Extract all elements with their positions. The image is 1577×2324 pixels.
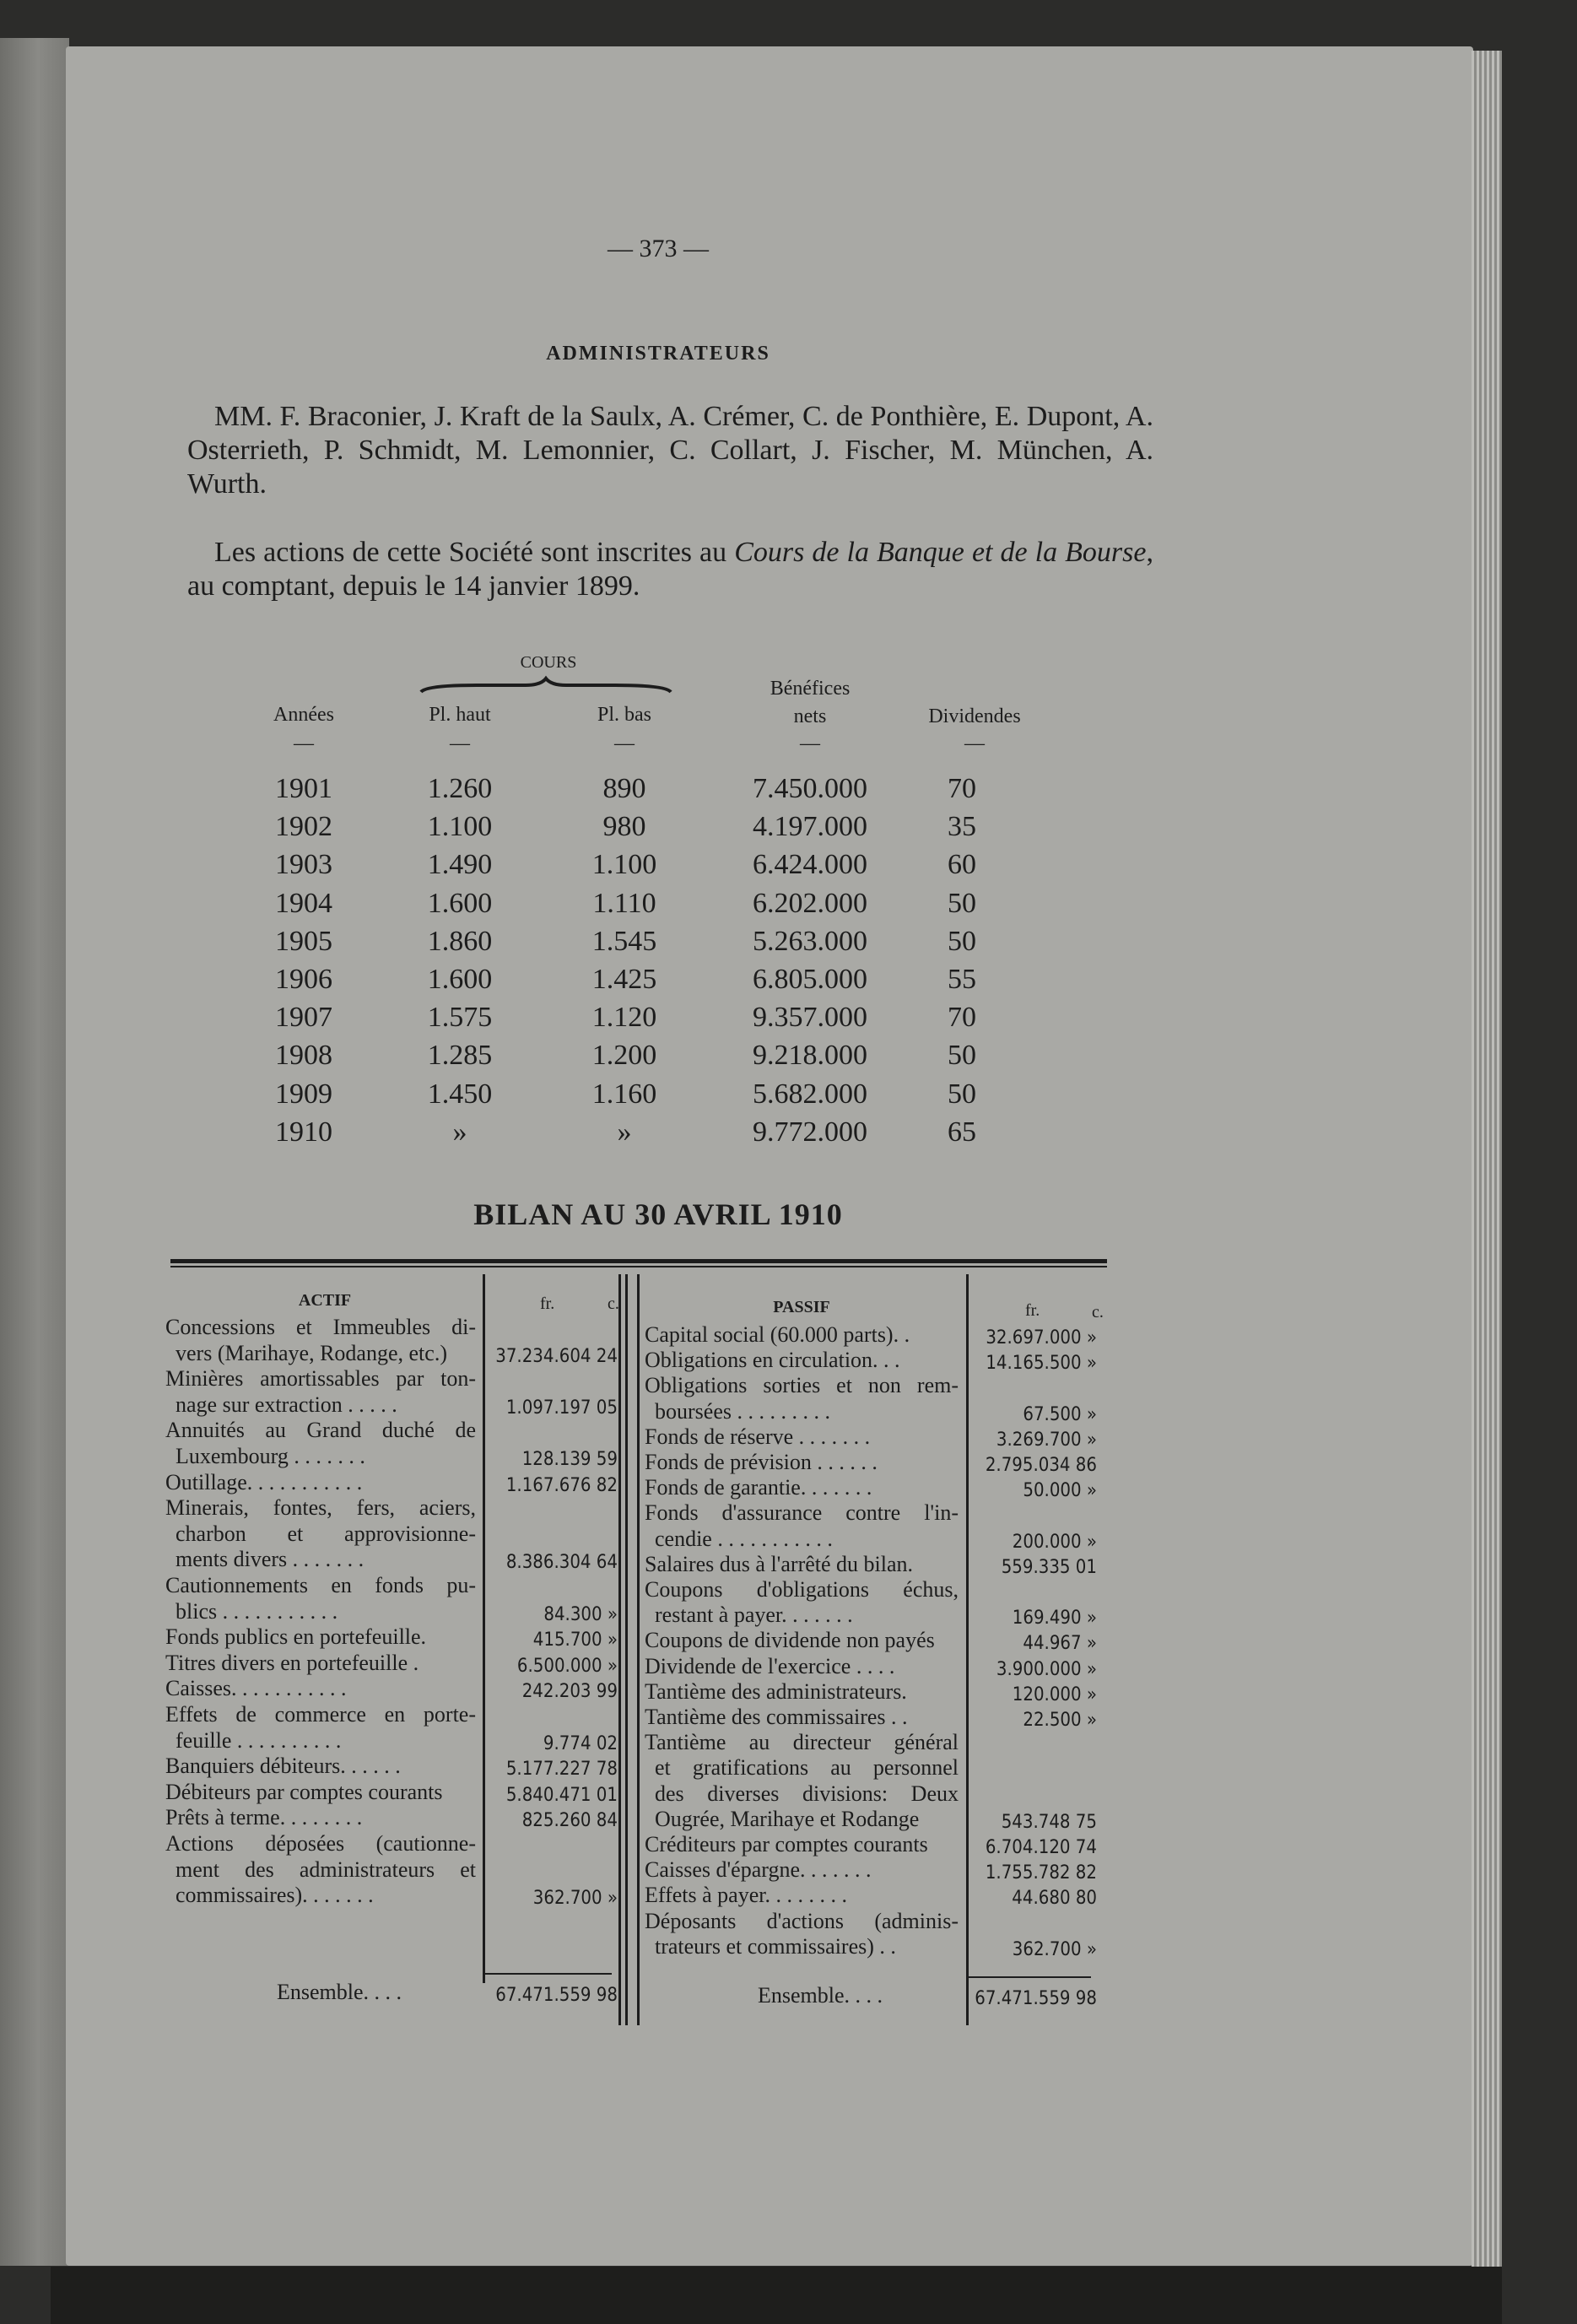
history-cell-year: 1910 bbox=[275, 1116, 332, 1148]
entry-amount: 200.000 » bbox=[1012, 1531, 1097, 1553]
listing-title: Cours de la Banque et de la Bourse bbox=[734, 537, 1147, 568]
entry-label-line: charbon et approvisionne- bbox=[176, 1521, 476, 1546]
header-dividends: Dividendes bbox=[928, 705, 1021, 727]
entry-amount: 44.680 80 bbox=[1012, 1888, 1097, 1910]
passif-total-label: Ensemble. . . . bbox=[758, 1983, 883, 2008]
entry-label-line: Capital social (60.000 parts). . bbox=[645, 1322, 910, 1347]
entry-amount: 9.774 02 bbox=[543, 1732, 618, 1754]
entry-label-line: nage sur extraction . . . . . bbox=[176, 1392, 397, 1417]
entry-label-line: Caisses. . . . . . . . . . . bbox=[165, 1676, 347, 1701]
entry-label-line: Effets à payer. . . . . . . . bbox=[645, 1883, 847, 1908]
history-cell-high: 1.260 bbox=[427, 773, 493, 804]
administrators-names: MM. F. Braconier, J. Kraft de la Saulx, A. Crémer, C. de Ponthière, E. Dupont, A. Osterrieth, P. Schmidt, M. Lemonnier, C. Collart, J. Fischer, M. München, A. Wurth. bbox=[187, 401, 1153, 500]
actif-currency-c: c. bbox=[608, 1294, 619, 1313]
entry-label-line: feuille . . . . . . . . . . bbox=[176, 1727, 342, 1753]
entry-label-line: Fonds d'assurance contre l'in- bbox=[645, 1500, 959, 1526]
entry-label-line: Minerais, fontes, fers, aciers, bbox=[165, 1495, 476, 1521]
cours-group-header: COURS bbox=[520, 653, 577, 672]
entry-label-line: Obligations sorties et non rem- bbox=[645, 1373, 959, 1398]
history-cell-high: 1.575 bbox=[427, 1002, 493, 1034]
entry-label-line: Fonds publics en portefeuille. bbox=[165, 1624, 427, 1650]
column-rule bbox=[637, 1274, 640, 2025]
listing-paragraph bbox=[187, 536, 1153, 603]
balance-sheet-title: BILAN AU 30 AVRIL 1910 bbox=[473, 1197, 843, 1231]
entry-amount: 415.700 » bbox=[532, 1630, 618, 1651]
entry-label-line: Fonds de réserve . . . . . . . bbox=[645, 1424, 871, 1449]
entry-amount: 1.097.197 05 bbox=[505, 1397, 618, 1419]
entry-amount: 128.139 59 bbox=[521, 1449, 618, 1470]
page-edges bbox=[1472, 51, 1502, 2268]
entry-label-line: Luxembourg . . . . . . . bbox=[176, 1444, 365, 1468]
entry-label-line: Coupons de dividende non payés bbox=[645, 1628, 935, 1653]
header-profit-line1: Bénéfices bbox=[770, 678, 851, 700]
history-cell-profit: 5.682.000 bbox=[753, 1078, 867, 1110]
entry-amount: 22.500 » bbox=[1023, 1710, 1097, 1731]
entry-amount: 120.000 » bbox=[1012, 1684, 1097, 1705]
entry-label-line: Tantième des commissaires . . bbox=[645, 1705, 908, 1729]
entry-amount: 67.500 » bbox=[1023, 1403, 1097, 1425]
entry-amount: 362.700 » bbox=[532, 1888, 618, 1910]
entry-label-line: Effets de commerce en porte- bbox=[165, 1702, 476, 1727]
entry-amount: 6.500.000 » bbox=[516, 1655, 618, 1677]
entry-amount: 5.177.227 78 bbox=[505, 1759, 618, 1781]
entry-label-line: Actions déposées (cautionne- bbox=[165, 1831, 476, 1856]
entry-label-line: Prêts à terme. . . . . . . . bbox=[165, 1805, 363, 1830]
entry-amount: 84.300 » bbox=[543, 1603, 618, 1625]
cours-brace bbox=[418, 675, 675, 697]
history-cell-year: 1908 bbox=[275, 1040, 332, 1072]
header-dash: — bbox=[614, 732, 635, 754]
header-low: Pl. bas bbox=[597, 704, 651, 726]
entry-label-line: Titres divers en portefeuille . bbox=[165, 1650, 419, 1675]
history-cell-profit: 6.805.000 bbox=[753, 964, 867, 995]
history-cell-low: 980 bbox=[602, 811, 646, 843]
entry-amount: 14.165.500 » bbox=[986, 1353, 1097, 1375]
header-profit-line2: nets bbox=[793, 705, 827, 727]
entry-amount: 242.203 99 bbox=[521, 1681, 618, 1703]
entry-amount: 543.748 75 bbox=[1001, 1811, 1097, 1833]
column-rule bbox=[618, 1274, 621, 2025]
history-cell-high: 1.490 bbox=[427, 849, 493, 881]
history-cell-low: 1.425 bbox=[591, 964, 657, 995]
history-cell-dividend: 50 bbox=[948, 925, 976, 957]
history-cell-year: 1904 bbox=[275, 887, 332, 919]
administrators-heading: ADMINISTRATEURS bbox=[546, 343, 770, 365]
history-cell-high: 1.860 bbox=[427, 925, 493, 957]
header-high: Pl. haut bbox=[429, 704, 491, 726]
entry-label-line: cendie . . . . . . . . . . . bbox=[655, 1526, 833, 1551]
history-cell-year: 1909 bbox=[275, 1078, 332, 1110]
entry-amount: 1.755.782 82 bbox=[985, 1862, 1097, 1884]
entry-label-line: boursées . . . . . . . . . bbox=[655, 1398, 830, 1424]
entry-amount: 3.900.000 » bbox=[996, 1658, 1097, 1680]
history-cell-low: » bbox=[617, 1116, 632, 1148]
entry-label-line: ment des administrateurs et bbox=[176, 1856, 476, 1882]
history-cell-dividend: 60 bbox=[948, 849, 976, 881]
header-years: Années bbox=[273, 704, 334, 726]
history-cell-low: 1.120 bbox=[591, 1002, 657, 1034]
entry-label-line: Fonds de prévision . . . . . . bbox=[645, 1450, 878, 1474]
history-cell-profit: 6.202.000 bbox=[753, 887, 867, 919]
entry-label-line: commissaires). . . . . . . bbox=[176, 1883, 374, 1908]
entry-amount: 3.269.700 » bbox=[996, 1429, 1097, 1451]
history-cell-year: 1905 bbox=[275, 925, 332, 957]
history-cell-low: 1.160 bbox=[591, 1078, 657, 1110]
history-cell-high: » bbox=[452, 1116, 467, 1148]
entry-label-line: restant à payer. . . . . . . bbox=[655, 1602, 853, 1628]
entry-label-line: Salaires dus à l'arrêté du bilan. bbox=[645, 1551, 914, 1576]
actif-currency-fr: fr. bbox=[540, 1294, 555, 1313]
entry-amount: 362.700 » bbox=[1012, 1938, 1097, 1960]
table-rule bbox=[170, 1266, 1107, 1267]
entry-label-line: des diverses divisions: Deux bbox=[655, 1781, 959, 1806]
history-cell-dividend: 35 bbox=[948, 811, 976, 843]
entry-label-line: Créditeurs par comptes courants bbox=[645, 1832, 928, 1856]
entry-label-line: et gratifications au personnel bbox=[655, 1755, 959, 1781]
history-cell-dividend: 50 bbox=[948, 887, 976, 919]
book-bottom-edge bbox=[51, 2267, 1502, 2324]
passif-total: 67.471.559 98 bbox=[975, 1988, 1097, 2009]
entry-label-line: Coupons d'obligations échus, bbox=[645, 1577, 959, 1602]
entry-label-line: Caisses d'épargne. . . . . . . bbox=[645, 1857, 872, 1883]
history-cell-low: 1.545 bbox=[591, 925, 657, 957]
header-dash: — bbox=[450, 732, 470, 754]
history-cell-profit: 9.357.000 bbox=[753, 1002, 867, 1034]
history-cell-year: 1903 bbox=[275, 849, 332, 881]
history-cell-profit: 4.197.000 bbox=[753, 811, 867, 843]
passif-currency-c: c. bbox=[1092, 1303, 1104, 1321]
passif-header: PASSIF bbox=[773, 1298, 830, 1316]
history-cell-year: 1907 bbox=[275, 1002, 332, 1034]
entry-amount: 32.697.000 » bbox=[986, 1327, 1097, 1348]
entry-amount: 2.795.034 86 bbox=[985, 1455, 1097, 1476]
history-cell-profit: 6.424.000 bbox=[753, 849, 867, 881]
header-dash: — bbox=[294, 732, 314, 754]
entry-label-line: vers (Marihaye, Rodange, etc.) bbox=[176, 1340, 447, 1365]
entry-label-line: Minières amortissables par ton- bbox=[165, 1366, 476, 1392]
entry-label-line: Concessions et Immeubles di- bbox=[165, 1315, 476, 1339]
entry-amount: 6.704.120 74 bbox=[985, 1837, 1097, 1858]
entry-amount: 1.167.676 82 bbox=[505, 1474, 618, 1496]
history-cell-low: 1.200 bbox=[591, 1040, 657, 1072]
history-cell-dividend: 55 bbox=[948, 964, 976, 995]
header-dash: — bbox=[964, 732, 985, 754]
entry-label-line: Débiteurs par comptes courants bbox=[165, 1779, 443, 1804]
entry-label-line: trateurs et commissaires) . . bbox=[655, 1933, 896, 1959]
history-cell-high: 1.285 bbox=[427, 1040, 493, 1072]
entry-amount: 559.335 01 bbox=[1001, 1556, 1097, 1578]
entry-label-line: Fonds de garantie. . . . . . . bbox=[645, 1475, 872, 1500]
history-cell-high: 1.100 bbox=[427, 811, 493, 843]
passif-currency-fr: fr. bbox=[1025, 1301, 1040, 1320]
entry-label-line: Dividende de l'exercice . . . . bbox=[645, 1653, 895, 1678]
entry-amount: 169.490 » bbox=[1012, 1608, 1097, 1630]
actif-total: 67.471.559 98 bbox=[495, 1985, 618, 2006]
history-cell-low: 890 bbox=[602, 773, 646, 804]
entry-label-line: Banquiers débiteurs. . . . . . bbox=[165, 1754, 401, 1779]
entry-label-line: ments divers . . . . . . . bbox=[176, 1547, 365, 1572]
column-rule bbox=[625, 1274, 628, 2025]
history-cell-high: 1.600 bbox=[427, 887, 493, 919]
entry-amount: 37.234.604 24 bbox=[495, 1345, 618, 1367]
history-cell-low: 1.100 bbox=[591, 849, 657, 881]
entry-amount: 8.386.304 64 bbox=[505, 1552, 618, 1574]
listing-after: , au comptant, depuis le 14 janvier 1899. bbox=[187, 537, 1153, 602]
entry-label-line: Outillage. . . . . . . . . . . bbox=[165, 1469, 363, 1494]
entry-amount: 825.260 84 bbox=[521, 1810, 618, 1832]
entry-label-line: Tantième des administrateurs. bbox=[645, 1678, 907, 1704]
history-cell-dividend: 50 bbox=[948, 1078, 976, 1110]
entry-amount: 50.000 » bbox=[1023, 1480, 1097, 1502]
page-number: — 373 — bbox=[608, 235, 709, 262]
table-rule bbox=[170, 1259, 1107, 1263]
history-cell-dividend: 50 bbox=[948, 1040, 976, 1072]
history-cell-profit: 9.218.000 bbox=[753, 1040, 867, 1072]
entry-label-line: Tantième au directeur général bbox=[645, 1730, 959, 1755]
book-binding bbox=[0, 38, 69, 2266]
entry-label-line: Annuités au Grand duché de bbox=[165, 1418, 476, 1443]
listing-before: Les actions de cette Société sont inscrites au bbox=[214, 537, 735, 568]
history-cell-high: 1.600 bbox=[427, 964, 493, 995]
entry-label-line: Cautionnements en fonds pu- bbox=[165, 1573, 476, 1597]
history-cell-year: 1901 bbox=[275, 773, 332, 804]
entry-amount: 5.840.471 01 bbox=[505, 1784, 618, 1806]
history-cell-profit: 5.263.000 bbox=[753, 925, 867, 957]
history-cell-dividend: 70 bbox=[948, 1002, 976, 1034]
entry-label-line: Déposants d'actions (adminis- bbox=[645, 1908, 959, 1933]
entry-label-line: Obligations en circulation. . . bbox=[645, 1348, 900, 1373]
entry-label-line: blics . . . . . . . . . . . bbox=[176, 1598, 338, 1624]
history-cell-dividend: 65 bbox=[948, 1116, 976, 1148]
history-cell-low: 1.110 bbox=[592, 887, 656, 919]
history-cell-high: 1.450 bbox=[427, 1078, 493, 1110]
history-cell-profit: 7.450.000 bbox=[753, 773, 867, 804]
history-cell-year: 1906 bbox=[275, 964, 332, 995]
history-cell-year: 1902 bbox=[275, 811, 332, 843]
history-cell-dividend: 70 bbox=[948, 773, 976, 804]
history-cell-profit: 9.772.000 bbox=[753, 1116, 867, 1148]
sum-rule bbox=[485, 1973, 612, 1975]
actif-header: ACTIF bbox=[298, 1291, 352, 1310]
header-dash: — bbox=[800, 732, 820, 754]
sum-rule bbox=[969, 1976, 1091, 1978]
actif-total-label: Ensemble. . . . bbox=[277, 1980, 402, 2004]
entry-label-line: Ougrée, Marihaye et Rodange bbox=[655, 1806, 920, 1831]
entry-amount: 44.967 » bbox=[1023, 1633, 1097, 1655]
